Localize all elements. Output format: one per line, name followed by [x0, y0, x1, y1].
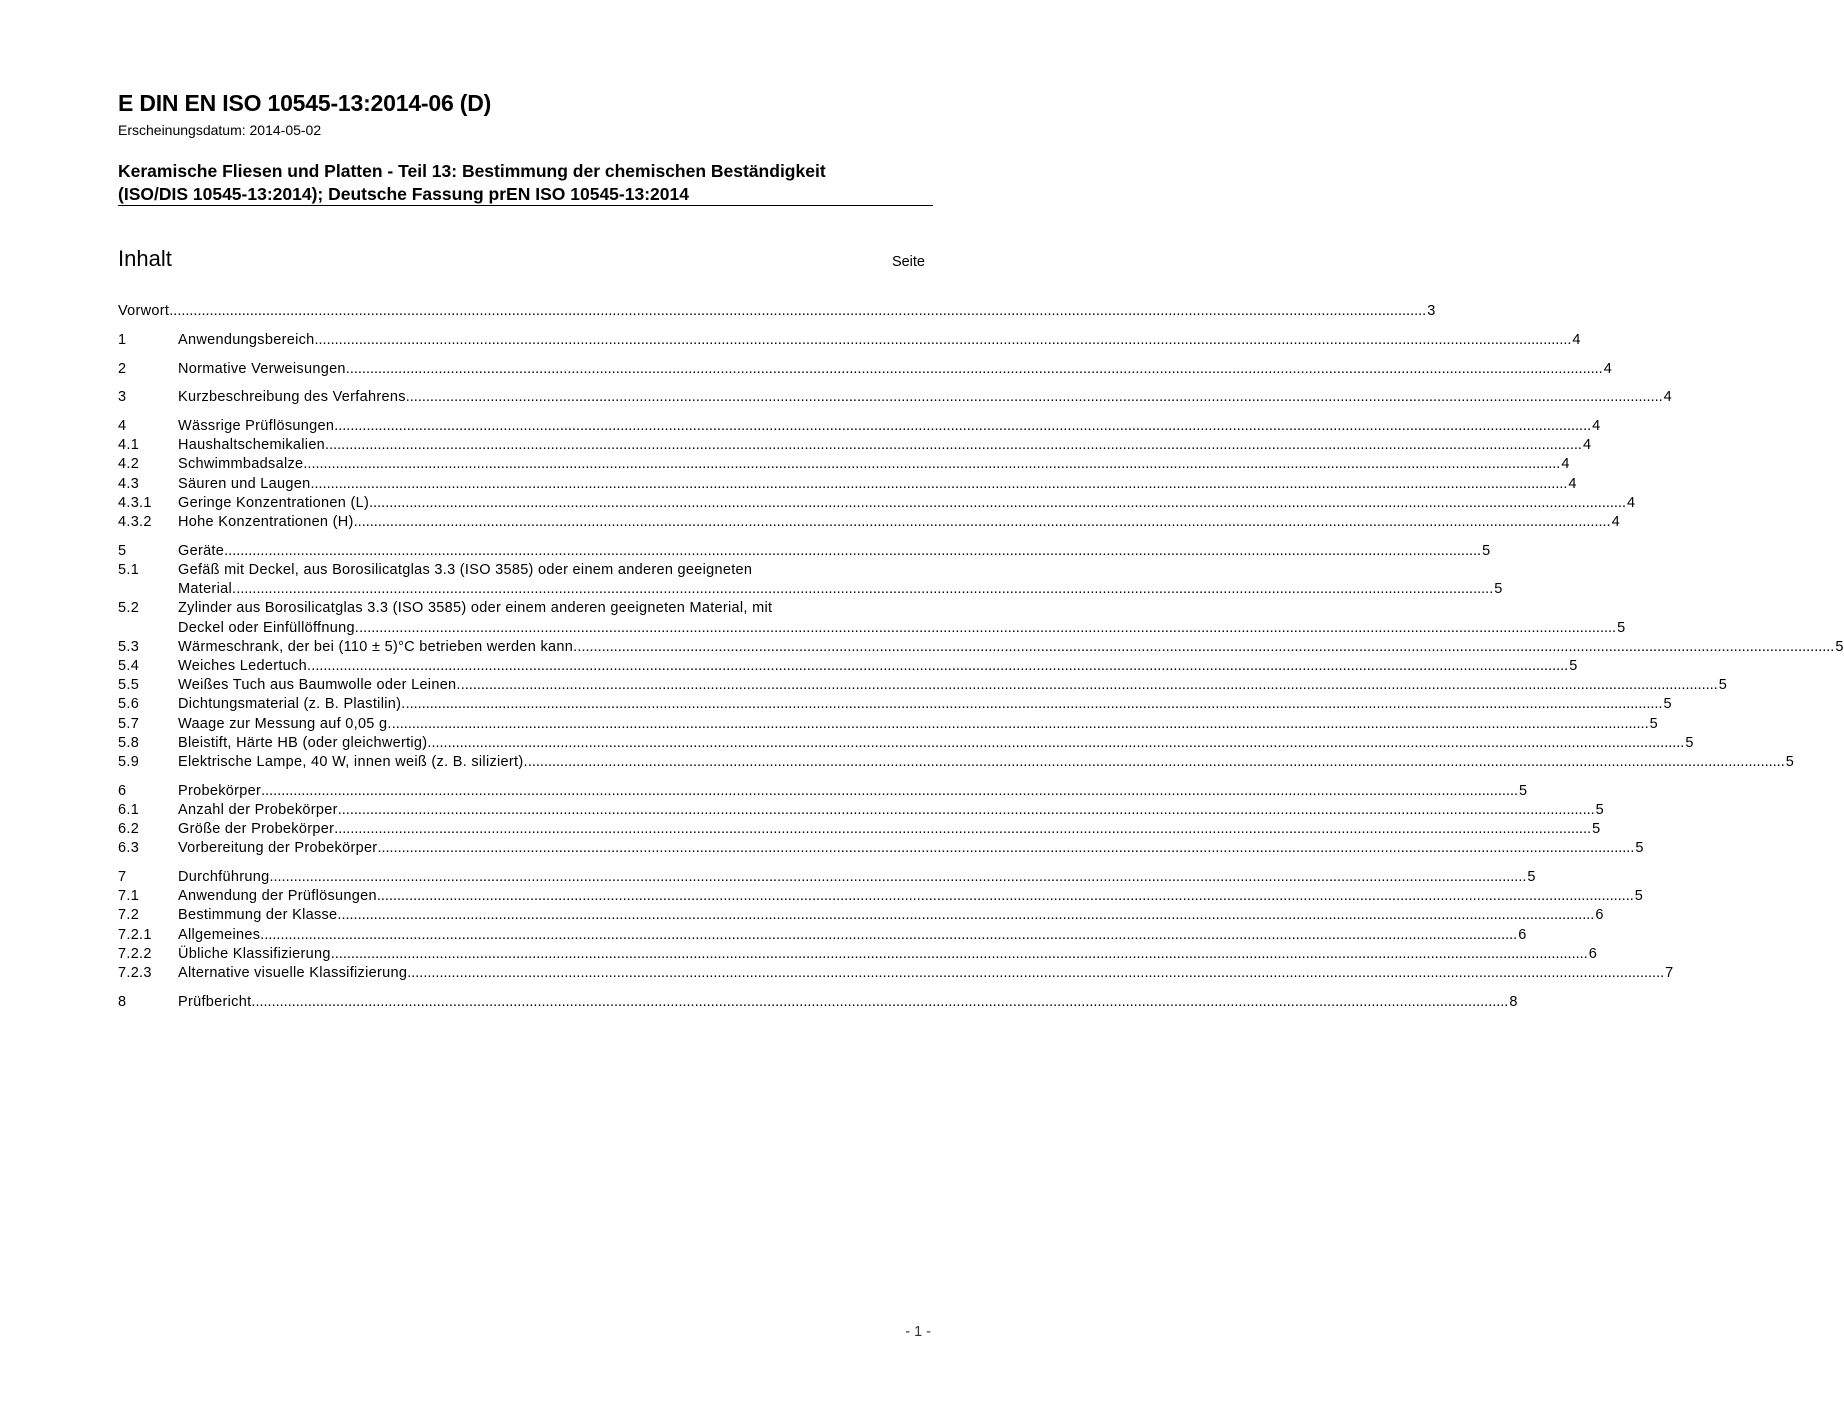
toc-entry-label: Dichtungsmaterial (z. B. Plastilin).	[178, 696, 406, 713]
toc-entry-6[interactable]	[118, 782, 1528, 801]
toc-entry-page: 4	[1568, 475, 1577, 492]
toc-entry-4-3-2[interactable]	[118, 513, 1620, 532]
toc-entry-number: 5.3	[118, 638, 140, 655]
leader-dots	[406, 695, 1663, 714]
toc-entry-5-7[interactable]	[118, 715, 1658, 734]
leader-dots	[337, 906, 1594, 925]
toc-entry-6-3[interactable]	[118, 839, 1644, 858]
toc-entry-page: 4	[1582, 437, 1592, 454]
toc-entry-label: Weiches Ledertuch.	[178, 657, 312, 674]
leader-dots	[260, 926, 1517, 945]
toc-entry-5-4[interactable]	[118, 657, 1578, 676]
toc-entry-number: 5.2	[118, 600, 140, 617]
toc-entry-number: 1	[118, 331, 127, 348]
toc-entry-page: 5	[1635, 840, 1644, 857]
leader-dots	[461, 676, 1718, 695]
toc-entry-3[interactable]	[118, 388, 1673, 407]
toc-entry-label: Geräte	[178, 542, 225, 559]
toc-entry-page: 5	[1718, 677, 1728, 694]
leader-dots	[251, 993, 1508, 1012]
toc-entry-label: Alternative visuelle Klassifizierung	[178, 964, 408, 981]
toc-entry-page: 6	[1595, 907, 1604, 924]
toc-entry-label: Waage zur Messung auf 0,05 g.	[178, 715, 392, 732]
toc-entry-page: 4	[1611, 514, 1620, 531]
toc-entry-label: Normative Verweisungen	[178, 360, 346, 377]
toc-entry-page: 7	[1665, 964, 1674, 981]
toc-entry-label: Anwendung der Prüflösungen	[178, 888, 377, 905]
toc-entry-label: Vorwort	[118, 302, 170, 319]
toc-entry-1[interactable]	[118, 331, 1581, 350]
toc-entry-label: Säuren und Laugen	[178, 475, 311, 492]
toc-entry-page: 6	[1588, 945, 1598, 962]
toc-entry-5-5[interactable]	[118, 676, 1728, 695]
toc-entry-4-2[interactable]	[118, 456, 1570, 475]
leader-dots	[338, 801, 1595, 820]
toc-entry-page: 4	[1572, 331, 1581, 348]
toc-entry-label: Anzahl der Probekörper	[178, 801, 338, 818]
toc-entry-label-continued: Material.	[178, 581, 237, 598]
leader-dots	[334, 417, 1591, 436]
toc-entry-number: 5.4	[118, 657, 140, 674]
toc-entry-label: Zylinder aus Borosilicatglas 3.3 (ISO 3585) oder einem anderen geeigneten Material, mit	[178, 600, 773, 617]
leader-dots	[377, 887, 1634, 906]
toc-entry-page: 5	[1482, 542, 1491, 559]
toc-entry-page: 4	[1561, 456, 1570, 473]
toc-entry-number: 5.1	[118, 562, 140, 579]
leader-dots	[311, 657, 1568, 676]
toc-entry-label: Kurzbeschreibung des Verfahrens	[178, 389, 406, 406]
toc-entry-number: 3	[118, 389, 127, 406]
toc-entry-page: 5	[1634, 888, 1644, 905]
toc-entry-label: Probekörper	[178, 782, 262, 799]
toc-entry-4-3-1[interactable]	[118, 494, 1636, 513]
toc-entry-7[interactable]	[118, 868, 1536, 887]
document-id: E DIN EN ISO 10545-13:2014-06 (D)	[118, 90, 492, 116]
toc-entry-label: Anwendungsbereich	[178, 331, 315, 348]
toc-entry-number: 4.2	[118, 456, 140, 473]
title-divider	[118, 205, 933, 206]
toc-entry-5-8[interactable]	[118, 734, 1694, 753]
toc-entry-page: 3	[1427, 302, 1436, 319]
toc-entry-number: 7.2.3	[118, 964, 152, 981]
toc-entry-number: 7.2	[118, 907, 140, 924]
toc-entry-4-3[interactable]	[118, 475, 1577, 494]
toc-entry-page: 5	[1494, 581, 1503, 598]
toc-entry-number: 5.9	[118, 753, 140, 770]
leader-dots	[528, 753, 1785, 772]
toc-entry-label: Allgemeines	[178, 926, 261, 943]
toc-entry-2[interactable]	[118, 360, 1613, 379]
toc-entry-page: 5	[1685, 734, 1694, 751]
toc-entry-label: Hohe Konzentrationen (H)	[178, 514, 354, 531]
title-line-2: (ISO/DIS 10545-13:2014); Deutsche Fassung prEN ISO 10545-13:2014	[118, 184, 689, 204]
toc-entry-5[interactable]	[118, 542, 1491, 561]
leader-dots	[334, 820, 1591, 839]
toc-entry-number: 6.3	[118, 840, 140, 857]
toc-entry-page: 5	[1595, 801, 1605, 818]
leader-dots	[315, 331, 1572, 350]
toc-entry-4[interactable]	[118, 417, 1601, 436]
toc-entry-page: 5	[1519, 782, 1528, 799]
publication-date: Erscheinungsdatum: 2014-05-02	[118, 122, 322, 138]
toc-entry-6-1[interactable]	[118, 801, 1605, 820]
toc-entry-5-6[interactable]	[118, 695, 1672, 714]
leader-dots	[261, 782, 1518, 801]
toc-entry-7-2-1[interactable]	[118, 926, 1527, 945]
toc-entry-number: 2	[118, 360, 127, 377]
toc-entry-label: Größe der Probekörper	[178, 821, 335, 838]
toc-entry-label: Bestimmung der Klasse	[178, 907, 338, 924]
toc-entry-number: 4	[118, 418, 127, 435]
toc-entry-label: Haushaltschemikalien	[178, 437, 326, 454]
toc-entry-8[interactable]	[118, 993, 1518, 1012]
toc-entry-page: 5	[1617, 619, 1626, 636]
toc-entry-4-1[interactable]	[118, 436, 1592, 455]
leader-dots	[236, 580, 1493, 599]
leader-dots	[169, 302, 1426, 321]
toc-entry-number: 5.5	[118, 677, 140, 694]
toc-entry-label: Übliche Klassifizierung	[178, 945, 331, 962]
toc-entry-page: 5	[1592, 821, 1601, 838]
toc-entry-label: Schwimmbadsalze	[178, 456, 304, 473]
leader-dots	[427, 734, 1684, 753]
leader-dots	[311, 475, 1568, 494]
toc-entry-label: Gefäß mit Deckel, aus Borosilicatglas 3.3 (ISO 3585) oder einem anderen geeigneten	[178, 562, 753, 579]
toc-entry-label: Prüfbericht	[178, 993, 252, 1010]
leader-dots	[224, 542, 1481, 561]
document-title	[118, 160, 938, 206]
toc-entry-page: 5	[1649, 715, 1658, 732]
leader-dots	[303, 455, 1560, 474]
page-column-label: Seite	[891, 254, 925, 270]
toc-entry-page: 5	[1569, 657, 1578, 674]
toc-entry-number: 5.8	[118, 734, 140, 751]
toc-entry-page: 4	[1603, 360, 1613, 377]
toc-entry-label: Wärmeschrank, der bei (110 ± 5)°C betrieben werden kann.	[178, 638, 578, 655]
toc-entry-label: Durchführung	[178, 869, 270, 886]
toc-entry-page: 6	[1518, 926, 1527, 943]
toc-entry-6-2[interactable]	[118, 820, 1601, 839]
leader-dots	[369, 494, 1626, 513]
toc-entry-number: 7.2.2	[118, 945, 152, 962]
leader-dots	[359, 619, 1616, 638]
toc-entry-7-2[interactable]	[118, 906, 1604, 925]
toc-entry-number: 4.3.2	[118, 514, 152, 531]
leader-dots	[346, 360, 1603, 379]
toc-entry-number: 7	[118, 869, 127, 886]
toc-entry-number: 6	[118, 782, 127, 799]
toc-entry-label-continued: Deckel oder Einfüllöffnung.	[178, 619, 360, 636]
toc-entry-page: 8	[1509, 993, 1518, 1010]
toc-entry-5-9[interactable]	[118, 753, 1795, 772]
toc-entry-vorwort[interactable]	[118, 302, 1436, 321]
toc-entry-label: Vorbereitung der Probekörper	[178, 840, 378, 857]
toc-entry-5-1[interactable]	[118, 561, 1503, 599]
title-line-1: Keramische Fliesen und Platten - Teil 13: Bestimmung der chemischen Beständigkeit	[118, 161, 826, 181]
toc-entry-number: 4.1	[118, 437, 140, 454]
toc-entry-number: 6.2	[118, 821, 140, 838]
toc-entry-number: 4.3.1	[118, 494, 152, 511]
leader-dots	[392, 715, 1649, 734]
leader-dots	[269, 868, 1526, 887]
leader-dots	[377, 839, 1634, 858]
toc-entry-number: 5.7	[118, 715, 140, 732]
toc-entry-number: 6.1	[118, 801, 140, 818]
leader-dots	[354, 513, 1611, 532]
toc-entry-5-3[interactable]	[118, 638, 1844, 657]
toc-entry-label: Wässrige Prüflösungen	[178, 418, 335, 435]
toc-heading: Inhalt	[118, 246, 172, 271]
toc-entry-number: 7.2.1	[118, 926, 152, 943]
table-of-contents	[118, 302, 1844, 1012]
toc-entry-page: 4	[1663, 389, 1673, 406]
toc-entry-number: 5	[118, 542, 127, 559]
toc-entry-label: Bleistift, Härte HB (oder gleichwertig)	[178, 734, 428, 751]
toc-entry-page: 5	[1663, 696, 1672, 713]
toc-entry-7-2-3[interactable]	[118, 964, 1674, 983]
footer-page-number: - 1 -	[905, 1324, 931, 1340]
toc-entry-5-2[interactable]	[118, 599, 1626, 637]
toc-entry-label: Elektrische Lampe, 40 W, innen weiß (z. B. siliziert).	[178, 753, 528, 770]
toc-entry-page: 4	[1592, 418, 1601, 435]
toc-entry-number: 4.3	[118, 475, 140, 492]
toc-entry-number: 7.1	[118, 888, 140, 905]
toc-entry-number: 8	[118, 993, 127, 1010]
leader-dots	[406, 388, 1663, 407]
toc-entry-label: Geringe Konzentrationen (L)	[178, 494, 370, 511]
leader-dots	[331, 945, 1588, 964]
toc-entry-page: 5	[1835, 638, 1844, 655]
toc-entry-7-2-2[interactable]	[118, 945, 1598, 964]
toc-entry-page: 4	[1627, 494, 1636, 511]
leader-dots	[407, 964, 1664, 983]
toc-entry-number: 5.6	[118, 696, 140, 713]
toc-entry-7-1[interactable]	[118, 887, 1644, 906]
toc-entry-page: 5	[1785, 753, 1795, 770]
leader-dots	[325, 436, 1582, 455]
toc-entry-page: 5	[1527, 869, 1536, 886]
leader-dots	[577, 638, 1834, 657]
toc-entry-label: Weißes Tuch aus Baumwolle oder Leinen.	[178, 677, 461, 694]
